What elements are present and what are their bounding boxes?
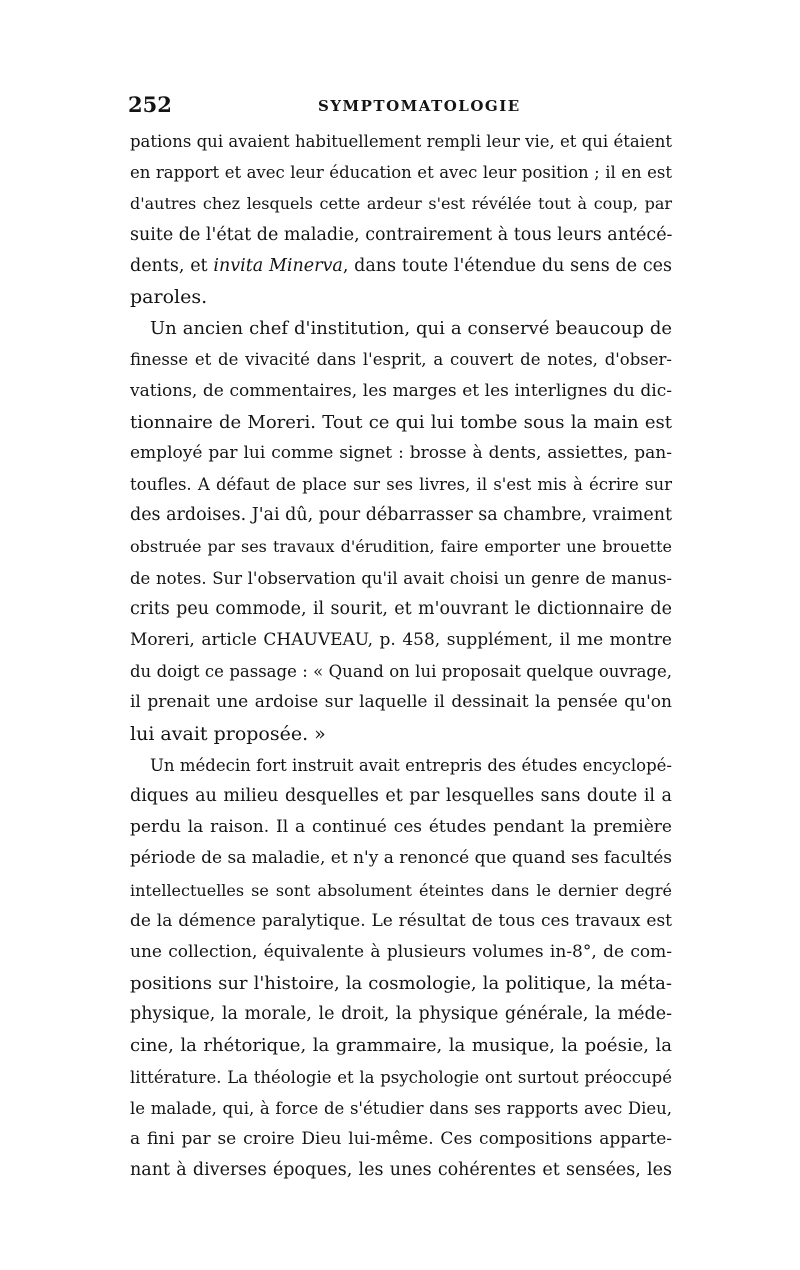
latin-phrase: invita Minerva [213,255,343,276]
text-line: lui avait proposée. » [130,722,326,745]
text-line: dents, et invita Minerva, dans toute l'étendue du sens de ces [130,255,672,276]
text-line: positions sur l'histoire, la cosmologie, la politique, la méta- [130,973,672,995]
running-head: SYMPTOMATOLOGIE [318,97,521,115]
text-line: Un ancien chef d'institution, qui a conservé beaucoup de [150,318,672,340]
text-line: période de sa maladie, et n'y a renoncé que quand ses facultés [130,848,672,869]
text-line: une collection, équivalente à plusieurs volumes in-8°, de com- [130,941,672,962]
text-line: cine, la rhétorique, la grammaire, la musique, la poésie, la [130,1035,672,1057]
text-line: intellectuelles se sont absolument éteintes dans le dernier degré [130,880,672,900]
body-text [130,126,672,1186]
text-line: obstruée par ses travaux d'érudition, faire emporter une brouette [130,537,672,557]
text-line: des ardoises. J'ai dû, pour débarrasser sa chambre, vraiment [130,505,672,526]
text-line: il prenait une ardoise sur laquelle il dessinait la pensée qu'on [130,692,672,713]
text-line: perdu la raison. Il a continué ces études pendant la première [130,817,672,838]
text-line: de notes. Sur l'observation qu'il avait choisi un genre de manus- [130,568,672,588]
text-line: employé par lui comme signet : brosse à dents, assiettes, pan- [130,442,672,463]
text-line: pations qui avaient habituellement rempli leur vie, et qui étaient [130,132,672,151]
text-line: le malade, qui, à force de s'étudier dans ses rapports avec Dieu, [130,1098,672,1118]
text-line: de la démence paralytique. Le résultat de tous ces travaux est [130,910,672,931]
text-line: toufles. A défaut de place sur ses livres, il s'est mis à écrire sur [130,475,672,495]
text-line: vations, de commentaires, les marges et les interlignes du dic- [130,380,672,401]
text-line: a fini par se croire Dieu lui-même. Ces compositions apparte- [130,1129,672,1149]
text-line: Un médecin fort instruit avait entrepris des études encyclopé- [150,755,672,775]
text-line: littérature. La théologie et la psychologie ont surtout préoccupé [130,1067,672,1087]
text-line: d'autres chez lesquels cette ardeur s'est révélée tout à coup, par [130,194,672,214]
text-line: suite de l'état de maladie, contrairement à tous leurs antécé- [130,224,673,245]
text-line: finesse et de vivacité dans l'esprit, a couvert de notes, d'obser- [130,350,672,370]
page-number: 252 [128,92,172,117]
text-line: Moreri, article CHAUVEAU, p. 458, supplément, il me montre [130,630,672,650]
text-line: en rapport et avec leur éducation et avec leur position ; il en est [130,163,672,183]
text-line: nant à diverses époques, les unes cohérentes et sensées, les [130,1160,672,1181]
text-line: diques au milieu desquelles et par lesquelles sans doute il a [130,785,672,806]
text-line: paroles. [130,285,208,308]
text-line: physique, la morale, le droit, la physique générale, la méde- [130,1004,672,1025]
page-header [128,92,673,122]
text-line: crits peu commode, il sourit, et m'ouvrant le dictionnaire de [130,598,672,619]
text-line: tionnaire de Moreri. Tout ce qui lui tombe sous la main est [130,411,672,433]
text-line: du doigt ce passage : « Quand on lui proposait quelque ouvrage, [130,662,672,682]
